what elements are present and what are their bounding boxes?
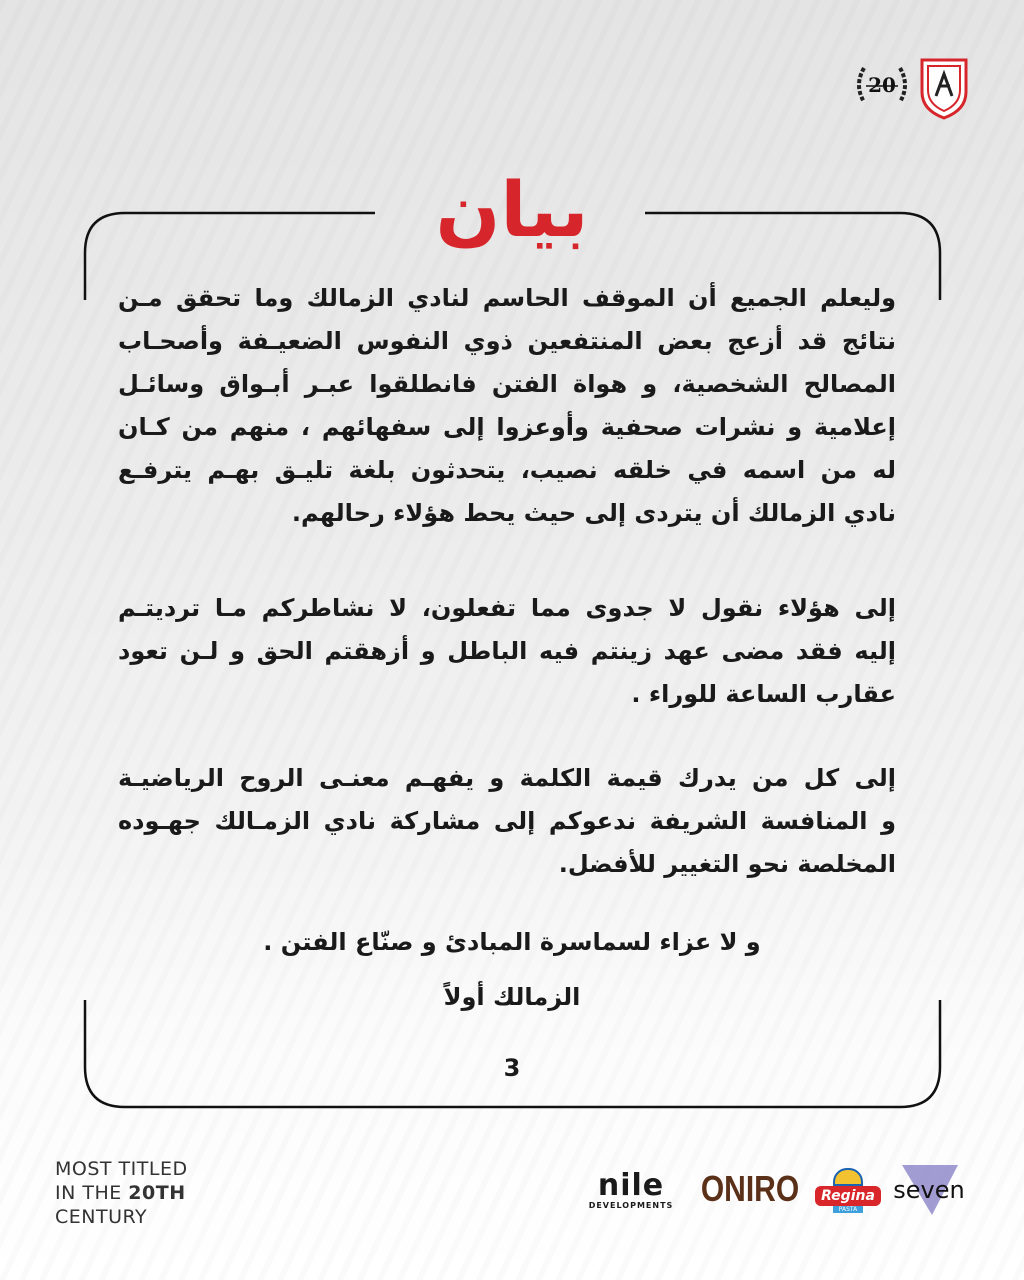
text-line: وليعلم الجميع أن الموقف الحاسم لنادي الزمالك وما تحقق مـن [118,284,896,312]
motto [55,1157,188,1229]
text-line: نتائج قد أزعج بعض المنتفعين ذوي النفوس الضعيـفة وأصحـاب [118,327,896,355]
regina-emblem [833,1168,863,1186]
sponsor-regina-logo [816,1165,880,1215]
motto-line: IN THE [55,1182,129,1204]
paragraph-1 [118,277,896,535]
signature: الزمالك أولاً [443,983,581,1011]
nile-subtitle: DEVELOPMENTS [588,1200,674,1210]
regina-wordmark: Regina [815,1186,881,1206]
text-line: إليه فقد مضى عهد زينتم فيه الباطل و أزهقتم الحق و لـن تعود [118,637,896,665]
nile-wordmark: nile [597,1167,665,1203]
statement-title: بيان [435,165,589,254]
regina-subtitle: PASTA [833,1206,863,1213]
sponsor-seven-logo [888,1165,970,1215]
text-line: المخلصة نحو التغيير للأفضل. [558,850,896,878]
motto-line: MOST TITLED [55,1158,188,1180]
page-number: 3 [503,1054,521,1082]
text-line: إلى كل من يدرك قيمة الكلمة و يفهـم معنـى الروح الرياضيـة [118,764,896,792]
sponsor-nile-logo [580,1165,682,1215]
text-line: له من اسمه في خلقه نصيب، يتحدثون بلغة تليـق بهـم يترفـع [118,456,896,484]
text-line: المصالح الشخصية، و هواة الفتن فانطلقوا عبـر أبـواق وسائـل [118,370,896,398]
zamalek-logo [918,56,970,120]
text-line: إعلامية و نشرات صحفية وأوعزوا إلى سفهائهم ، منهم من كـان [118,413,896,441]
seven-wordmark: seven [893,1176,965,1204]
sponsor-oniro-logo: ONIRO [700,1169,800,1210]
motto-line: CENTURY [55,1206,148,1228]
text-line: عقارب الساعة للوراء . [631,680,896,708]
text-line: و المنافسة الشريفة ندعوكم إلى مشاركة نادي الزمـالك جهـوده [118,807,896,835]
text-line: نادي الزمالك أن يتردى إلى حيث يحط هؤلاء رحالهم. [291,499,896,527]
motto-highlight: 20TH [128,1182,186,1204]
svg-text:20: 20 [868,73,896,97]
closing-line: و لا عزاء لسماسرة المبادئ و صنّاع الفتن . [263,928,761,956]
text-line: إلى هؤلاء نقول لا جدوى مما تفعلون، لا نشاطركم مـا ترديتـم [118,594,896,622]
anniversary-20-badge [852,60,912,110]
paragraph-2 [118,587,896,716]
paragraph-3 [118,757,896,886]
